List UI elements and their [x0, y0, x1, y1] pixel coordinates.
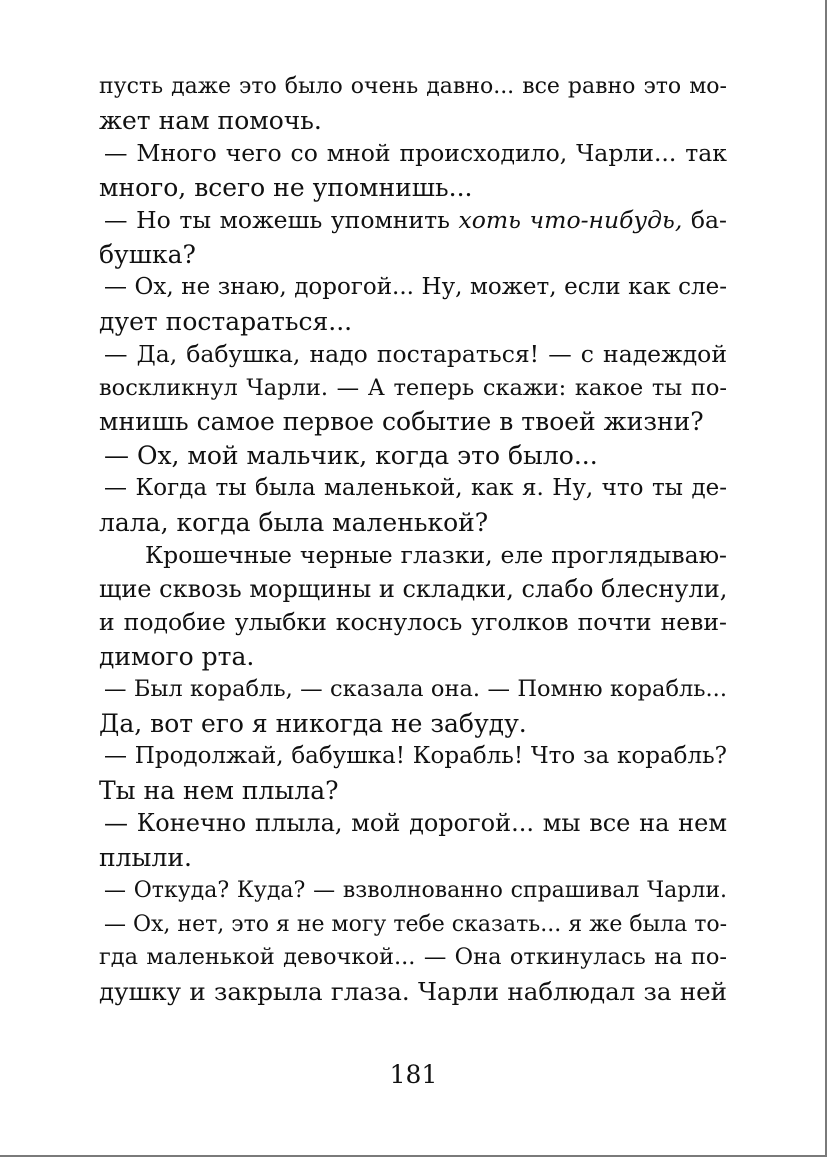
- text-line-with-italic: [99, 204, 727, 238]
- text-line: дует постараться...: [99, 306, 353, 336]
- text-segment: — Но ты можешь упомнить: [104, 206, 459, 234]
- italic-phrase: хоть что-нибудь,: [458, 206, 683, 234]
- text-line: Крошечные черные глазки, еле проглядываю-: [145, 541, 727, 569]
- text-line: душку и закрыла глаза. Чарли наблюдал за ней: [99, 976, 727, 1006]
- text-line: лала, когда была маленькой?: [99, 507, 489, 537]
- text-line: плыли.: [99, 842, 192, 872]
- text-line: жет нам помочь.: [99, 105, 322, 135]
- text-line: — Ох, мой мальчик, когда это было...: [104, 440, 598, 470]
- text-line: — Конечно плыла, мой дорогой... мы все на нем: [104, 809, 727, 837]
- text-line: Ты на нем плыла?: [99, 775, 339, 805]
- text-line: — Был корабль, — сказала она. — Помню корабль...: [104, 676, 727, 702]
- text-line: много, всего не упомнишь...: [99, 172, 473, 202]
- text-line: — Много чего со мной происходило, Чарли... так: [104, 139, 727, 167]
- text-line: бушка?: [99, 239, 196, 269]
- text-line: димого рта.: [99, 641, 255, 671]
- text-line: — Когда ты была маленькой, как я. Ну, что ты де-: [104, 475, 727, 501]
- text-line: гда маленькой девочкой... — Она откинулась на по-: [99, 944, 727, 970]
- page-number: 181: [389, 1060, 438, 1089]
- text-line: — Да, бабушка, надо постараться! — с надеждой: [104, 340, 727, 368]
- text-line: мнишь самое первое событие в твоей жизни?: [99, 407, 704, 436]
- text-line: щие сквозь морщины и складки, слабо блеснули,: [99, 574, 728, 603]
- text-segment: ба-: [682, 206, 727, 234]
- text-line: и подобие улыбки коснулось уголков почти неви-: [99, 608, 727, 636]
- text-line: воскликнул Чарли. — А теперь скажи: какое ты по-: [99, 374, 727, 401]
- text-line: — Ох, нет, это я не могу тебе сказать... я же была то-: [104, 911, 728, 937]
- text-line: Да, вот его я никогда не забуду.: [99, 708, 527, 738]
- page-body: [99, 70, 727, 1008]
- text-line: пусть даже это было очень давно... все равно это мо-: [99, 74, 727, 99]
- text-line: — Продолжай, бабушка! Корабль! Что за корабль?: [104, 743, 727, 769]
- text-line: — Ох, не знаю, дорогой... Ну, может, если как сле-: [104, 274, 727, 300]
- text-line: — Откуда? Куда? — взволнованно спрашивал Чарли.: [104, 878, 727, 903]
